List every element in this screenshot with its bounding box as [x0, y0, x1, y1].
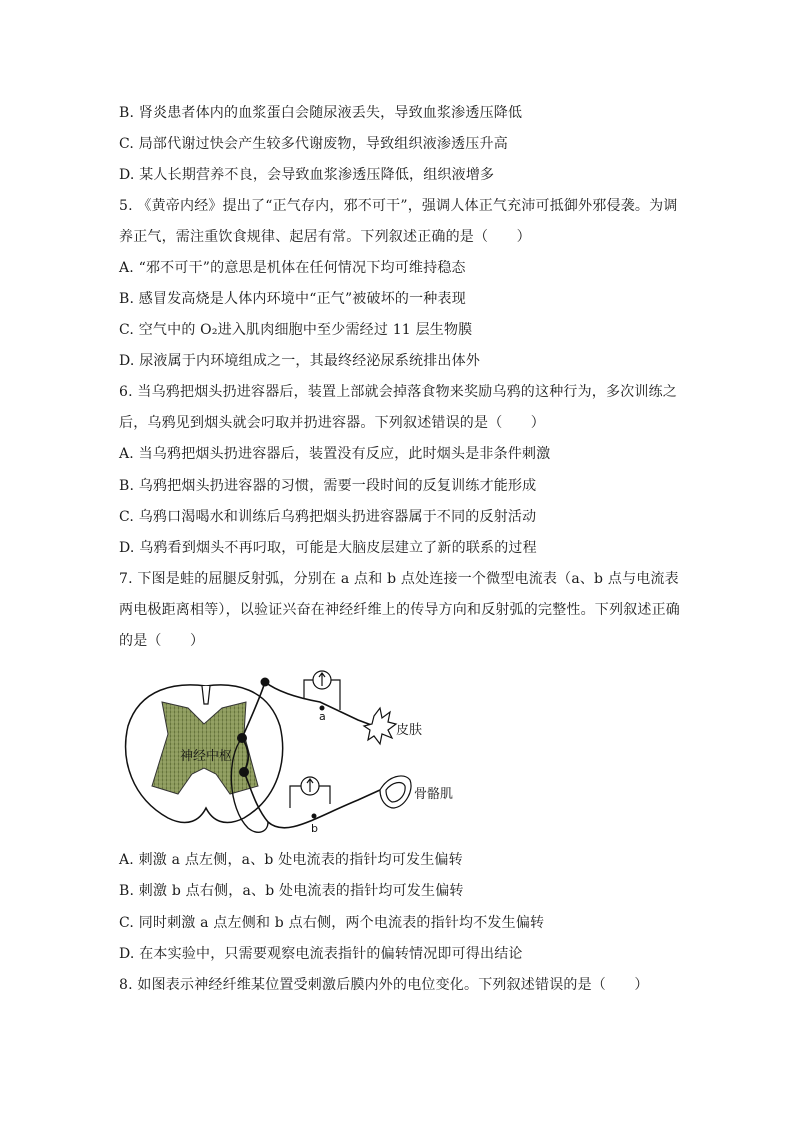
q7-stem-line-1: 7. 下图是蛙的屈腿反射弧，分别在 a 点和 b 点处连接一个微型电流表（a、b 点与电流表: [119, 571, 679, 587]
grey-matter-nerve-center: [152, 702, 258, 794]
skin-label: 皮肤: [396, 723, 423, 738]
q7-stem-line-3: 的是（ ）: [119, 633, 205, 649]
q6-option-c: C. 乌鸦口渴喝水和训练后乌鸦把烟头扔进容器属于不同的反射活动: [119, 509, 537, 525]
q6-stem-line-2: 后，乌鸦见到烟头就会叼取并扔进容器。下列叙述错误的是（ ）: [119, 415, 545, 431]
q6-stem-line-1: 6. 当乌鸦把烟头扔进容器后，装置上部就会掉落食物来奖励乌鸦的这种行为，多次训练之: [119, 384, 678, 400]
skin-icon: [364, 708, 396, 744]
q4-option-c: C. 局部代谢过快会产生较多代谢废物，导致组织液渗透压升高: [119, 136, 508, 152]
q4-option-d: D. 某人长期营养不良，会导致血浆渗透压降低，组织液增多: [119, 167, 495, 183]
q7-option-b: B. 刺激 b 点右侧，a、b 处电流表的指针均可发生偏转: [119, 883, 464, 899]
q5-stem-line-2: 养正气，需注重饮食规律、起居有常。下列叙述正确的是（ ）: [119, 229, 531, 245]
nerve-center-label: 神经中枢: [179, 749, 233, 764]
reflex-arc-figure: [118, 668, 458, 840]
q6-option-b: B. 乌鸦把烟头扔进容器的习惯，需要一段时间的反复训练才能形成: [119, 478, 537, 494]
skeletal-muscle-icon: [380, 776, 411, 808]
q5-stem-line-1: 5. 《黄帝内经》提出了“正气存内，邪不可干”，强调人体正气充沛可抵御外邪侵袭。为调: [119, 198, 678, 214]
q7-option-c: C. 同时刺激 a 点左侧和 b 点右侧，两个电流表的指针均不发生偏转: [119, 915, 545, 931]
q5-option-a: A. “邪不可干”的意思是机体在任何情况下均可维持稳态: [119, 260, 466, 276]
q6-option-d: D. 乌鸦看到烟头不再叼取，可能是大脑皮层建立了新的联系的过程: [119, 540, 537, 556]
q7-stem-line-2: 两电极距离相等），以验证兴奋在神经纤维上的传导方向和反射弧的完整性。下列叙述正确: [119, 602, 680, 618]
q5-option-c: C. 空气中的 O₂进入肌肉细胞中至少需经过 11 层生物膜: [119, 322, 473, 338]
q7-option-a: A. 刺激 a 点左侧，a、b 处电流表的指针均可发生偏转: [119, 852, 463, 868]
point-a-label: a: [319, 710, 326, 723]
q5-option-d: D. 尿液属于内环境组成之一，其最终经泌尿系统排出体外: [119, 353, 481, 369]
q4-option-b: B. 肾炎患者体内的血浆蛋白会随尿液丢失，导致血浆渗透压降低: [119, 105, 523, 121]
q8-stem-line-1: 8. 如图表示神经纤维某位置受刺激后膜内外的电位变化。下列叙述错误的是（ ）: [119, 977, 649, 993]
muscle-label: 骨骼肌: [414, 787, 454, 802]
q5-option-b: B. 感冒发高烧是人体内环境中“正气”被破坏的一种表现: [119, 291, 466, 307]
point-b-marker: [312, 814, 317, 819]
reflex-arc-diagram: [118, 668, 458, 840]
spinal-cord-notch: [202, 686, 210, 704]
q6-option-a: A. 当乌鸦把烟头扔进容器后，装置没有反应，此时烟头是非条件刺激: [119, 446, 551, 462]
q7-option-d: D. 在本实验中，只需要观察电流表指针的偏转情况即可得出结论: [119, 946, 523, 962]
point-b-label: b: [311, 822, 318, 835]
